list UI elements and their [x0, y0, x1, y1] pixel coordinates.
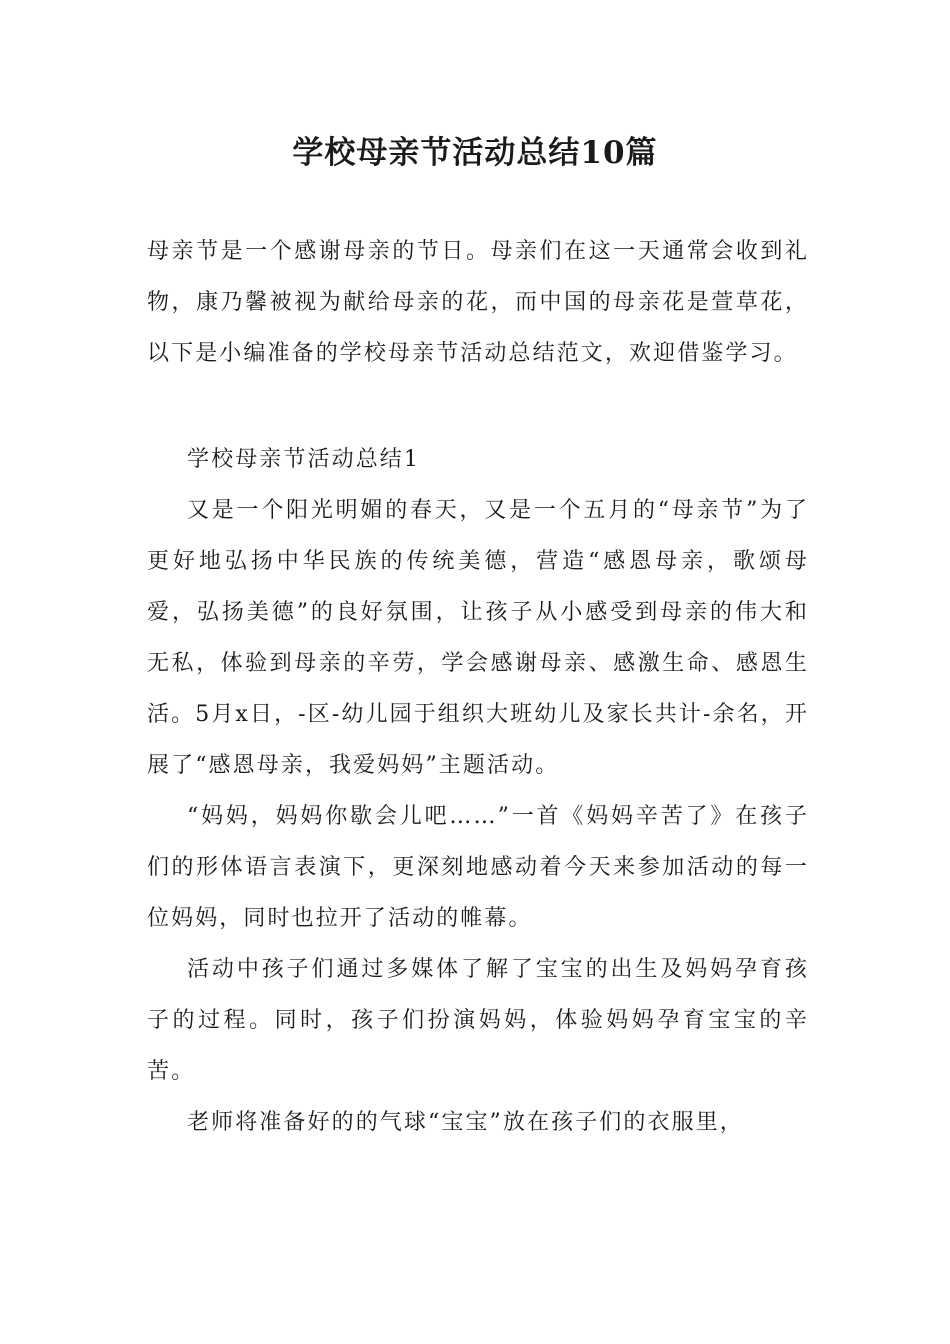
body-paragraph-3: 活动中孩子们通过多媒体了解了宝宝的出生及妈妈孕育孩子的过程。同时，孩子们扮演妈妈，体验妈妈孕育宝宝的辛苦。 — [147, 957, 809, 1084]
document-body — [147, 226, 809, 1148]
section-heading: 学校母亲节活动总结1 — [187, 447, 420, 472]
body-paragraph-2: “妈妈，妈妈你歇会儿吧……”一首《妈妈辛苦了》在孩子们的形体语言表演下，更深刻地感动着今天来参加活动的每一位妈妈，同时也拉开了活动的帷幕。 — [147, 804, 809, 931]
body-paragraph-4: 老师将准备好的的气球“宝宝”放在孩子们的衣服里， — [187, 1110, 744, 1135]
intro-paragraph: 母亲节是一个感谢母亲的节日。母亲们在这一天通常会收到礼物，康乃馨被视为献给母亲的花，而中国的母亲花是萱草花，以下是小编准备的学校母亲节活动总结范文，欢迎借鉴学习。 — [147, 239, 809, 366]
body-paragraph-1: 又是一个阳光明媚的春天，又是一个五月的“母亲节”为了更好地弘扬中华民族的传统美德，营造“感恩母亲，歌颂母爱，弘扬美德”的良好氛围，让孩子从小感受到母亲的伟大和无私，体验到母亲的辛劳，学会感谢母亲、感激生命、感恩生活。5月x日，-区-幼儿园于组织大班幼儿及家长共计-余名，开展了“感恩母亲，我爱妈妈”主题活动。 — [147, 498, 809, 778]
document-title: 学校母亲节活动总结10篇 — [292, 135, 658, 171]
